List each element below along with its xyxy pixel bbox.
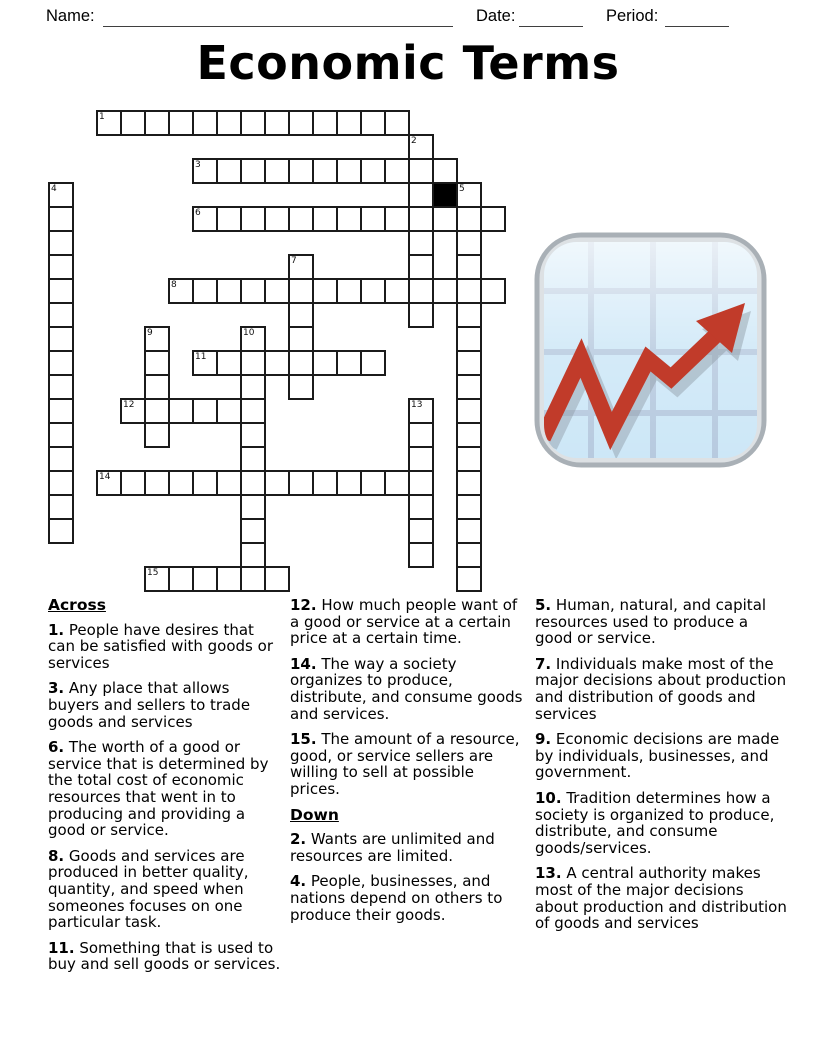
answer-cell[interactable] bbox=[408, 518, 434, 544]
answer-cell[interactable] bbox=[288, 470, 314, 496]
answer-cell[interactable] bbox=[240, 398, 266, 424]
answer-cell[interactable] bbox=[240, 422, 266, 448]
answer-cell[interactable] bbox=[120, 470, 146, 496]
clue-number: 5. bbox=[535, 596, 552, 614]
clue-2: 2. Wants are unlimited and resources are limited. bbox=[290, 830, 495, 865]
grid-number-9: 9 bbox=[147, 328, 153, 338]
answer-cell[interactable] bbox=[216, 398, 242, 424]
answer-cell[interactable] bbox=[336, 470, 362, 496]
answer-cell[interactable] bbox=[240, 494, 266, 520]
answer-cell[interactable] bbox=[336, 278, 362, 304]
page-title: Economic Terms bbox=[196, 36, 620, 90]
answer-cell[interactable] bbox=[288, 110, 314, 136]
answer-cell[interactable] bbox=[48, 278, 74, 304]
clue-1: 1. People have desires that can be satisfied with goods or services bbox=[48, 620, 273, 672]
answer-cell[interactable] bbox=[480, 278, 506, 304]
crossword-grid bbox=[48, 110, 508, 594]
answer-cell[interactable] bbox=[384, 206, 410, 232]
answer-cell[interactable] bbox=[264, 158, 290, 184]
clue-9: 9. Economic decisions are made by individuals, businesses, and government. bbox=[535, 730, 780, 782]
clue-15: 15. The amount of a resource, good, or service sellers are willing to sell at possible prices. bbox=[290, 730, 520, 798]
answer-cell[interactable] bbox=[360, 470, 386, 496]
answer-cell[interactable] bbox=[456, 206, 482, 232]
answer-cell[interactable] bbox=[456, 278, 482, 304]
clue-3: 3. Any place that allows buyers and sellers to trade goods and services bbox=[48, 679, 251, 731]
answer-cell[interactable] bbox=[456, 254, 482, 280]
answer-cell[interactable] bbox=[144, 398, 170, 424]
answer-cell[interactable] bbox=[360, 350, 386, 376]
clue-4: 4. People, businesses, and nations depend on others to produce their goods. bbox=[290, 872, 503, 924]
name-blank-line[interactable] bbox=[103, 5, 453, 27]
answer-cell[interactable] bbox=[240, 110, 266, 136]
answer-cell[interactable] bbox=[216, 566, 242, 592]
answer-cell[interactable] bbox=[480, 206, 506, 232]
answer-cell[interactable] bbox=[432, 278, 458, 304]
clue-7: 7. Individuals make most of the major decisions about production and distribution of goods and services bbox=[535, 654, 787, 723]
answer-cell[interactable] bbox=[240, 206, 266, 232]
answer-cell[interactable] bbox=[456, 470, 482, 496]
answer-cell[interactable] bbox=[408, 446, 434, 472]
down-heading: Down bbox=[290, 805, 339, 824]
clue-number: 6. bbox=[48, 738, 65, 757]
answer-cell[interactable] bbox=[48, 254, 74, 280]
answer-cell[interactable] bbox=[216, 206, 242, 232]
answer-cell[interactable] bbox=[384, 110, 410, 136]
answer-cell[interactable] bbox=[168, 470, 194, 496]
clue-number: 7. bbox=[535, 654, 552, 673]
answer-cell[interactable] bbox=[288, 158, 314, 184]
clue-number: 14. bbox=[290, 654, 317, 673]
clue-column-1 bbox=[48, 597, 285, 982]
answer-cell[interactable] bbox=[360, 110, 386, 136]
answer-cell[interactable] bbox=[312, 278, 338, 304]
answer-cell[interactable] bbox=[240, 278, 266, 304]
answer-cell[interactable] bbox=[144, 350, 170, 376]
answer-cell[interactable] bbox=[168, 110, 194, 136]
answer-cell[interactable] bbox=[240, 566, 266, 592]
grid-number-13: 13 bbox=[411, 400, 423, 410]
clue-number: 15. bbox=[290, 730, 317, 749]
answer-cell[interactable] bbox=[384, 278, 410, 304]
answer-cell[interactable] bbox=[264, 566, 290, 592]
grid-number-12: 12 bbox=[123, 400, 135, 410]
answer-cell[interactable] bbox=[336, 158, 362, 184]
answer-cell[interactable] bbox=[240, 158, 266, 184]
answer-cell[interactable] bbox=[168, 566, 194, 592]
answer-cell[interactable] bbox=[312, 470, 338, 496]
date-blank-line[interactable] bbox=[519, 5, 583, 27]
answer-cell[interactable] bbox=[240, 518, 266, 544]
period-blank-line[interactable] bbox=[665, 5, 729, 27]
grid-number-15: 15 bbox=[147, 568, 159, 578]
answer-cell[interactable] bbox=[456, 566, 482, 592]
clue-number: 4. bbox=[290, 872, 307, 891]
answer-cell[interactable] bbox=[288, 374, 314, 400]
clue-number: 1. bbox=[48, 620, 65, 639]
answer-cell[interactable] bbox=[432, 206, 458, 232]
grid-number-8: 8 bbox=[171, 280, 177, 290]
answer-cell[interactable] bbox=[216, 278, 242, 304]
answer-cell[interactable] bbox=[360, 206, 386, 232]
answer-cell[interactable] bbox=[312, 110, 338, 136]
answer-cell[interactable] bbox=[216, 110, 242, 136]
answer-cell[interactable] bbox=[456, 374, 482, 400]
clue-14: 14. The way a society organizes to produce, distribute, and consume goods and services. bbox=[290, 654, 523, 723]
answer-cell[interactable] bbox=[456, 446, 482, 472]
answer-cell[interactable] bbox=[216, 158, 242, 184]
clue-12: 12. How much people want of a good or service at a certain price at a certain time. bbox=[290, 596, 518, 648]
answer-cell[interactable] bbox=[408, 470, 434, 496]
answer-cell[interactable] bbox=[48, 422, 74, 448]
clue-number: 2. bbox=[290, 830, 307, 849]
answer-cell[interactable] bbox=[48, 302, 74, 328]
answer-cell[interactable] bbox=[408, 302, 434, 328]
answer-cell[interactable] bbox=[48, 206, 74, 232]
answer-cell[interactable] bbox=[216, 470, 242, 496]
answer-cell[interactable] bbox=[264, 110, 290, 136]
answer-cell[interactable] bbox=[192, 110, 218, 136]
answer-cell[interactable] bbox=[408, 254, 434, 280]
clue-5: 5. Human, natural, and capital resources used to produce a good or service. bbox=[535, 596, 767, 648]
across-heading: Across bbox=[48, 596, 106, 614]
answer-cell[interactable] bbox=[240, 446, 266, 472]
answer-cell[interactable] bbox=[456, 230, 482, 256]
answer-cell[interactable] bbox=[336, 206, 362, 232]
answer-cell[interactable] bbox=[456, 542, 482, 568]
answer-cell[interactable] bbox=[264, 278, 290, 304]
answer-cell[interactable] bbox=[240, 542, 266, 568]
answer-cell[interactable] bbox=[456, 326, 482, 352]
answer-cell[interactable] bbox=[48, 230, 74, 256]
answer-cell[interactable] bbox=[408, 230, 434, 256]
clue-number: 10. bbox=[535, 788, 562, 807]
answer-cell[interactable] bbox=[384, 470, 410, 496]
clue-13: 13. A central authority makes most of the major decisions about production and distribution of goods and services bbox=[535, 864, 787, 933]
answer-cell[interactable] bbox=[192, 566, 218, 592]
answer-cell[interactable] bbox=[48, 470, 74, 496]
answer-cell[interactable] bbox=[456, 518, 482, 544]
answer-cell[interactable] bbox=[192, 278, 218, 304]
answer-cell[interactable] bbox=[408, 542, 434, 568]
clue-number: 13. bbox=[535, 864, 562, 883]
answer-cell[interactable] bbox=[456, 302, 482, 328]
grid-number-2: 2 bbox=[411, 136, 417, 146]
name-label: Name: bbox=[46, 7, 95, 25]
answer-cell[interactable] bbox=[240, 350, 266, 376]
clue-10: 10. Tradition determines how a society is organized to produce, distribute, and consume goods/services. bbox=[535, 788, 775, 857]
answer-cell[interactable] bbox=[48, 494, 74, 520]
clue-column-3 bbox=[535, 597, 789, 941]
answer-cell[interactable] bbox=[144, 470, 170, 496]
clue-number: 11. bbox=[48, 938, 75, 957]
answer-cell[interactable] bbox=[408, 206, 434, 232]
answer-cell[interactable] bbox=[288, 350, 314, 376]
grid-number-14: 14 bbox=[99, 472, 111, 482]
chart-increasing-icon bbox=[533, 231, 768, 469]
answer-cell[interactable] bbox=[360, 158, 386, 184]
answer-cell[interactable] bbox=[456, 494, 482, 520]
answer-cell[interactable] bbox=[312, 206, 338, 232]
answer-cell[interactable] bbox=[264, 206, 290, 232]
clue-number: 9. bbox=[535, 730, 552, 749]
answer-cell[interactable] bbox=[264, 350, 290, 376]
grid-number-6: 6 bbox=[195, 208, 201, 218]
answer-cell[interactable] bbox=[120, 110, 146, 136]
clue-number: 3. bbox=[48, 679, 65, 698]
answer-cell[interactable] bbox=[48, 446, 74, 472]
answer-cell[interactable] bbox=[384, 158, 410, 184]
answer-cell[interactable] bbox=[408, 182, 434, 208]
answer-cell[interactable] bbox=[312, 158, 338, 184]
answer-cell[interactable] bbox=[48, 350, 74, 376]
answer-cell[interactable] bbox=[312, 350, 338, 376]
answer-cell[interactable] bbox=[288, 278, 314, 304]
grid-number-7: 7 bbox=[291, 256, 297, 266]
date-label: Date: bbox=[476, 7, 516, 25]
answer-cell[interactable] bbox=[192, 470, 218, 496]
answer-cell[interactable] bbox=[432, 158, 458, 184]
black-cell bbox=[432, 182, 458, 208]
answer-cell[interactable] bbox=[456, 422, 482, 448]
grid-number-4: 4 bbox=[51, 184, 57, 194]
answer-cell[interactable] bbox=[48, 374, 74, 400]
answer-cell[interactable] bbox=[144, 110, 170, 136]
answer-cell[interactable] bbox=[48, 518, 74, 544]
answer-cell[interactable] bbox=[408, 422, 434, 448]
answer-cell[interactable] bbox=[192, 398, 218, 424]
answer-cell[interactable] bbox=[408, 278, 434, 304]
answer-cell[interactable] bbox=[144, 374, 170, 400]
clue-number: 12. bbox=[290, 596, 317, 614]
grid-number-5: 5 bbox=[459, 184, 465, 194]
answer-cell[interactable] bbox=[408, 158, 434, 184]
answer-cell[interactable] bbox=[48, 398, 74, 424]
answer-cell[interactable] bbox=[240, 374, 266, 400]
answer-cell[interactable] bbox=[288, 206, 314, 232]
answer-cell[interactable] bbox=[336, 350, 362, 376]
answer-cell[interactable] bbox=[288, 302, 314, 328]
grid-number-11: 11 bbox=[195, 352, 207, 362]
clue-11: 11. Something that is used to buy and sell goods or services. bbox=[48, 938, 281, 974]
clue-8: 8. Goods and services are produced in better quality, quantity, and speed when someones focuses on one particular task. bbox=[48, 846, 249, 932]
answer-cell[interactable] bbox=[240, 470, 266, 496]
answer-cell[interactable] bbox=[408, 494, 434, 520]
answer-cell[interactable] bbox=[216, 350, 242, 376]
answer-cell[interactable] bbox=[456, 398, 482, 424]
grid-number-3: 3 bbox=[195, 160, 201, 170]
answer-cell[interactable] bbox=[168, 398, 194, 424]
period-label: Period: bbox=[606, 7, 659, 25]
clue-number: 8. bbox=[48, 846, 65, 865]
answer-cell[interactable] bbox=[144, 422, 170, 448]
answer-cell[interactable] bbox=[360, 278, 386, 304]
grid-number-1: 1 bbox=[99, 112, 105, 122]
answer-cell[interactable] bbox=[48, 326, 74, 352]
clue-6: 6. The worth of a good or service that is determined by the total cost of economic resources that went in to producing and providing a good or service. bbox=[48, 738, 269, 840]
answer-cell[interactable] bbox=[288, 326, 314, 352]
answer-cell[interactable] bbox=[264, 470, 290, 496]
answer-cell[interactable] bbox=[456, 350, 482, 376]
answer-cell[interactable] bbox=[336, 110, 362, 136]
clue-column-2 bbox=[290, 597, 527, 932]
grid-number-10: 10 bbox=[243, 328, 255, 338]
